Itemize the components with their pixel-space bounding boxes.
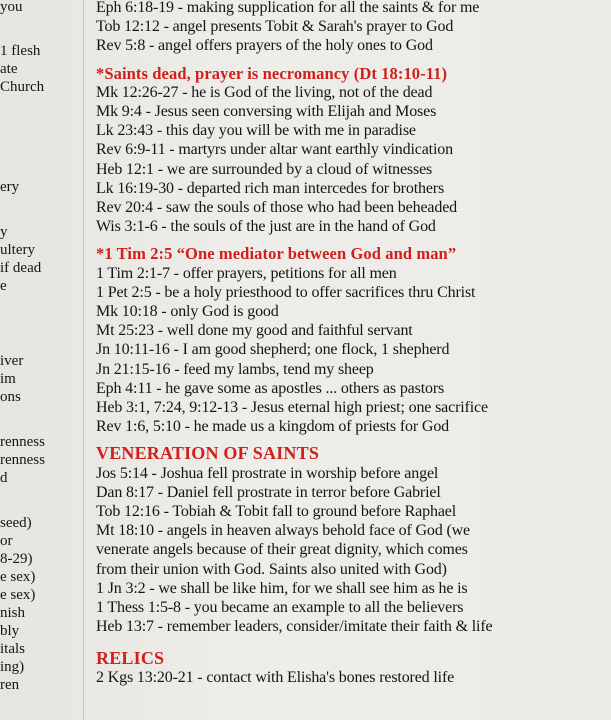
scripture-entry: Jn 10:11-16 - I am good shepherd; one flock, 1 shepherd [96,341,450,359]
left-line: e sex) [0,587,36,603]
left-line: iver [0,353,24,369]
scripture-entry: 1 Pet 2:5 - be a holy priesthood to offer sacrifices thru Christ [96,283,476,301]
left-line: ing) [0,659,25,675]
section-veneration-of-saints [96,444,611,636]
left-line: or [0,533,13,549]
scripture-entry-continuation: from their union with God. Saints also united with God) [96,560,447,578]
left-line: 1 flesh [0,43,41,59]
scripture-entry: Eph 6:18-19 - making supplication for all the saints & for me [96,0,480,16]
scripture-entry: Eph 4:11 - he gave some as apostles ... others as pastors [96,379,445,397]
left-line: ultery [0,242,35,258]
scripture-entry: Mk 9:4 - Jesus seen conversing with Elijah and Moses [96,103,437,121]
scripture-entry-continuation: venerate angels because of their great dignity, which comes [96,541,468,559]
scripture-entry: Rev 5:8 - angel offers prayers of the holy ones to God [96,37,433,55]
left-line: e [0,278,7,294]
scripture-entry: Dan 8:17 - Daniel fell prostrate in terror before Gabriel [96,483,441,501]
left-line: renness [0,434,45,450]
section-heading: *Saints dead, prayer is necromancy (Dt 18:10-11) [96,63,448,83]
scripture-entry: Heb 3:1, 7:24, 9:12-13 - Jesus eternal high priest; one sacrifice [96,399,488,417]
scripture-entry: Tob 12:12 - angel presents Tobit & Sarah's prayer to God [96,18,454,36]
scripture-entry: Jn 21:15-16 - feed my lambs, tend my sheep [96,360,374,378]
scripture-entry: Mt 18:10 - angels in heaven always behold face of God (we [96,522,470,540]
left-line: you [0,0,23,15]
scripture-entry: 2 Kgs 13:20-21 - contact with Elisha's bones restored life [96,668,455,686]
scripture-entry: 1 Tim 2:1-7 - offer prayers, petitions for all men [96,264,397,282]
left-line: if dead [0,260,42,276]
left-line: itals [0,641,25,657]
left-line: ate [0,61,18,77]
left-column-clipped-text [0,0,80,720]
scripture-entry: Rev 20:4 - saw the souls of those who had been beheaded [96,199,457,217]
column-divider [83,0,84,720]
scripture-entry: 1 Jn 3:2 - we shall be like him, for we shall see him as he is [96,579,468,597]
left-line: im [0,371,16,387]
left-line: bly [0,623,20,639]
left-line: 8-29) [0,551,33,567]
scripture-entry: Mk 12:26-27 - he is God of the living, not of the dead [96,83,433,101]
section-intercession-continued [96,0,611,56]
left-line: d [0,470,8,486]
section-saints-dead [96,64,611,237]
scripture-entry: Jos 5:14 - Joshua fell prostrate in worship before angel [96,464,439,482]
scripture-entry: Rev 1:6, 5:10 - he made us a kingdom of priests for God [96,418,450,436]
scripture-entry: Mk 10:18 - only God is good [96,303,279,321]
section-heading: *1 Tim 2:5 “One mediator between God and man” [96,244,457,264]
scripture-entry: Wis 3:1-6 - the souls of the just are in the hand of God [96,218,436,236]
left-line: seed) [0,515,32,531]
scripture-entry: Heb 12:1 - we are surrounded by a cloud of witnesses [96,160,433,178]
left-line: y [0,224,8,240]
scripture-entry: Lk 16:19-30 - departed rich man intercedes for brothers [96,179,445,197]
scripture-entry: Heb 13:7 - remember leaders, consider/imitate their faith & life [96,618,493,636]
left-line: ery [0,179,20,195]
left-line: e sex) [0,569,36,585]
left-line: Church [0,79,45,95]
scripture-entry: Rev 6:9-11 - martyrs under altar want earthly vindication [96,141,453,159]
scripture-entry: Tob 12:16 - Tobiah & Tobit fall to ground before Raphael [96,503,457,521]
left-line: ren [0,677,20,693]
scripture-entry: Lk 23:43 - this day you will be with me in paradise [96,122,416,140]
section-heading: RELICS [96,647,165,668]
scripture-entry: 1 Thess 1:5-8 - you became an example to all the believers [96,599,464,617]
scripture-entry: Mt 25:23 - well done my good and faithful servant [96,322,413,340]
left-line: nish [0,605,26,621]
main-column [96,0,611,687]
left-line: ons [0,389,21,405]
section-one-mediator [96,244,611,436]
left-line: renness [0,452,45,468]
section-heading: VENERATION OF SAINTS [96,443,320,464]
section-relics [96,649,611,687]
